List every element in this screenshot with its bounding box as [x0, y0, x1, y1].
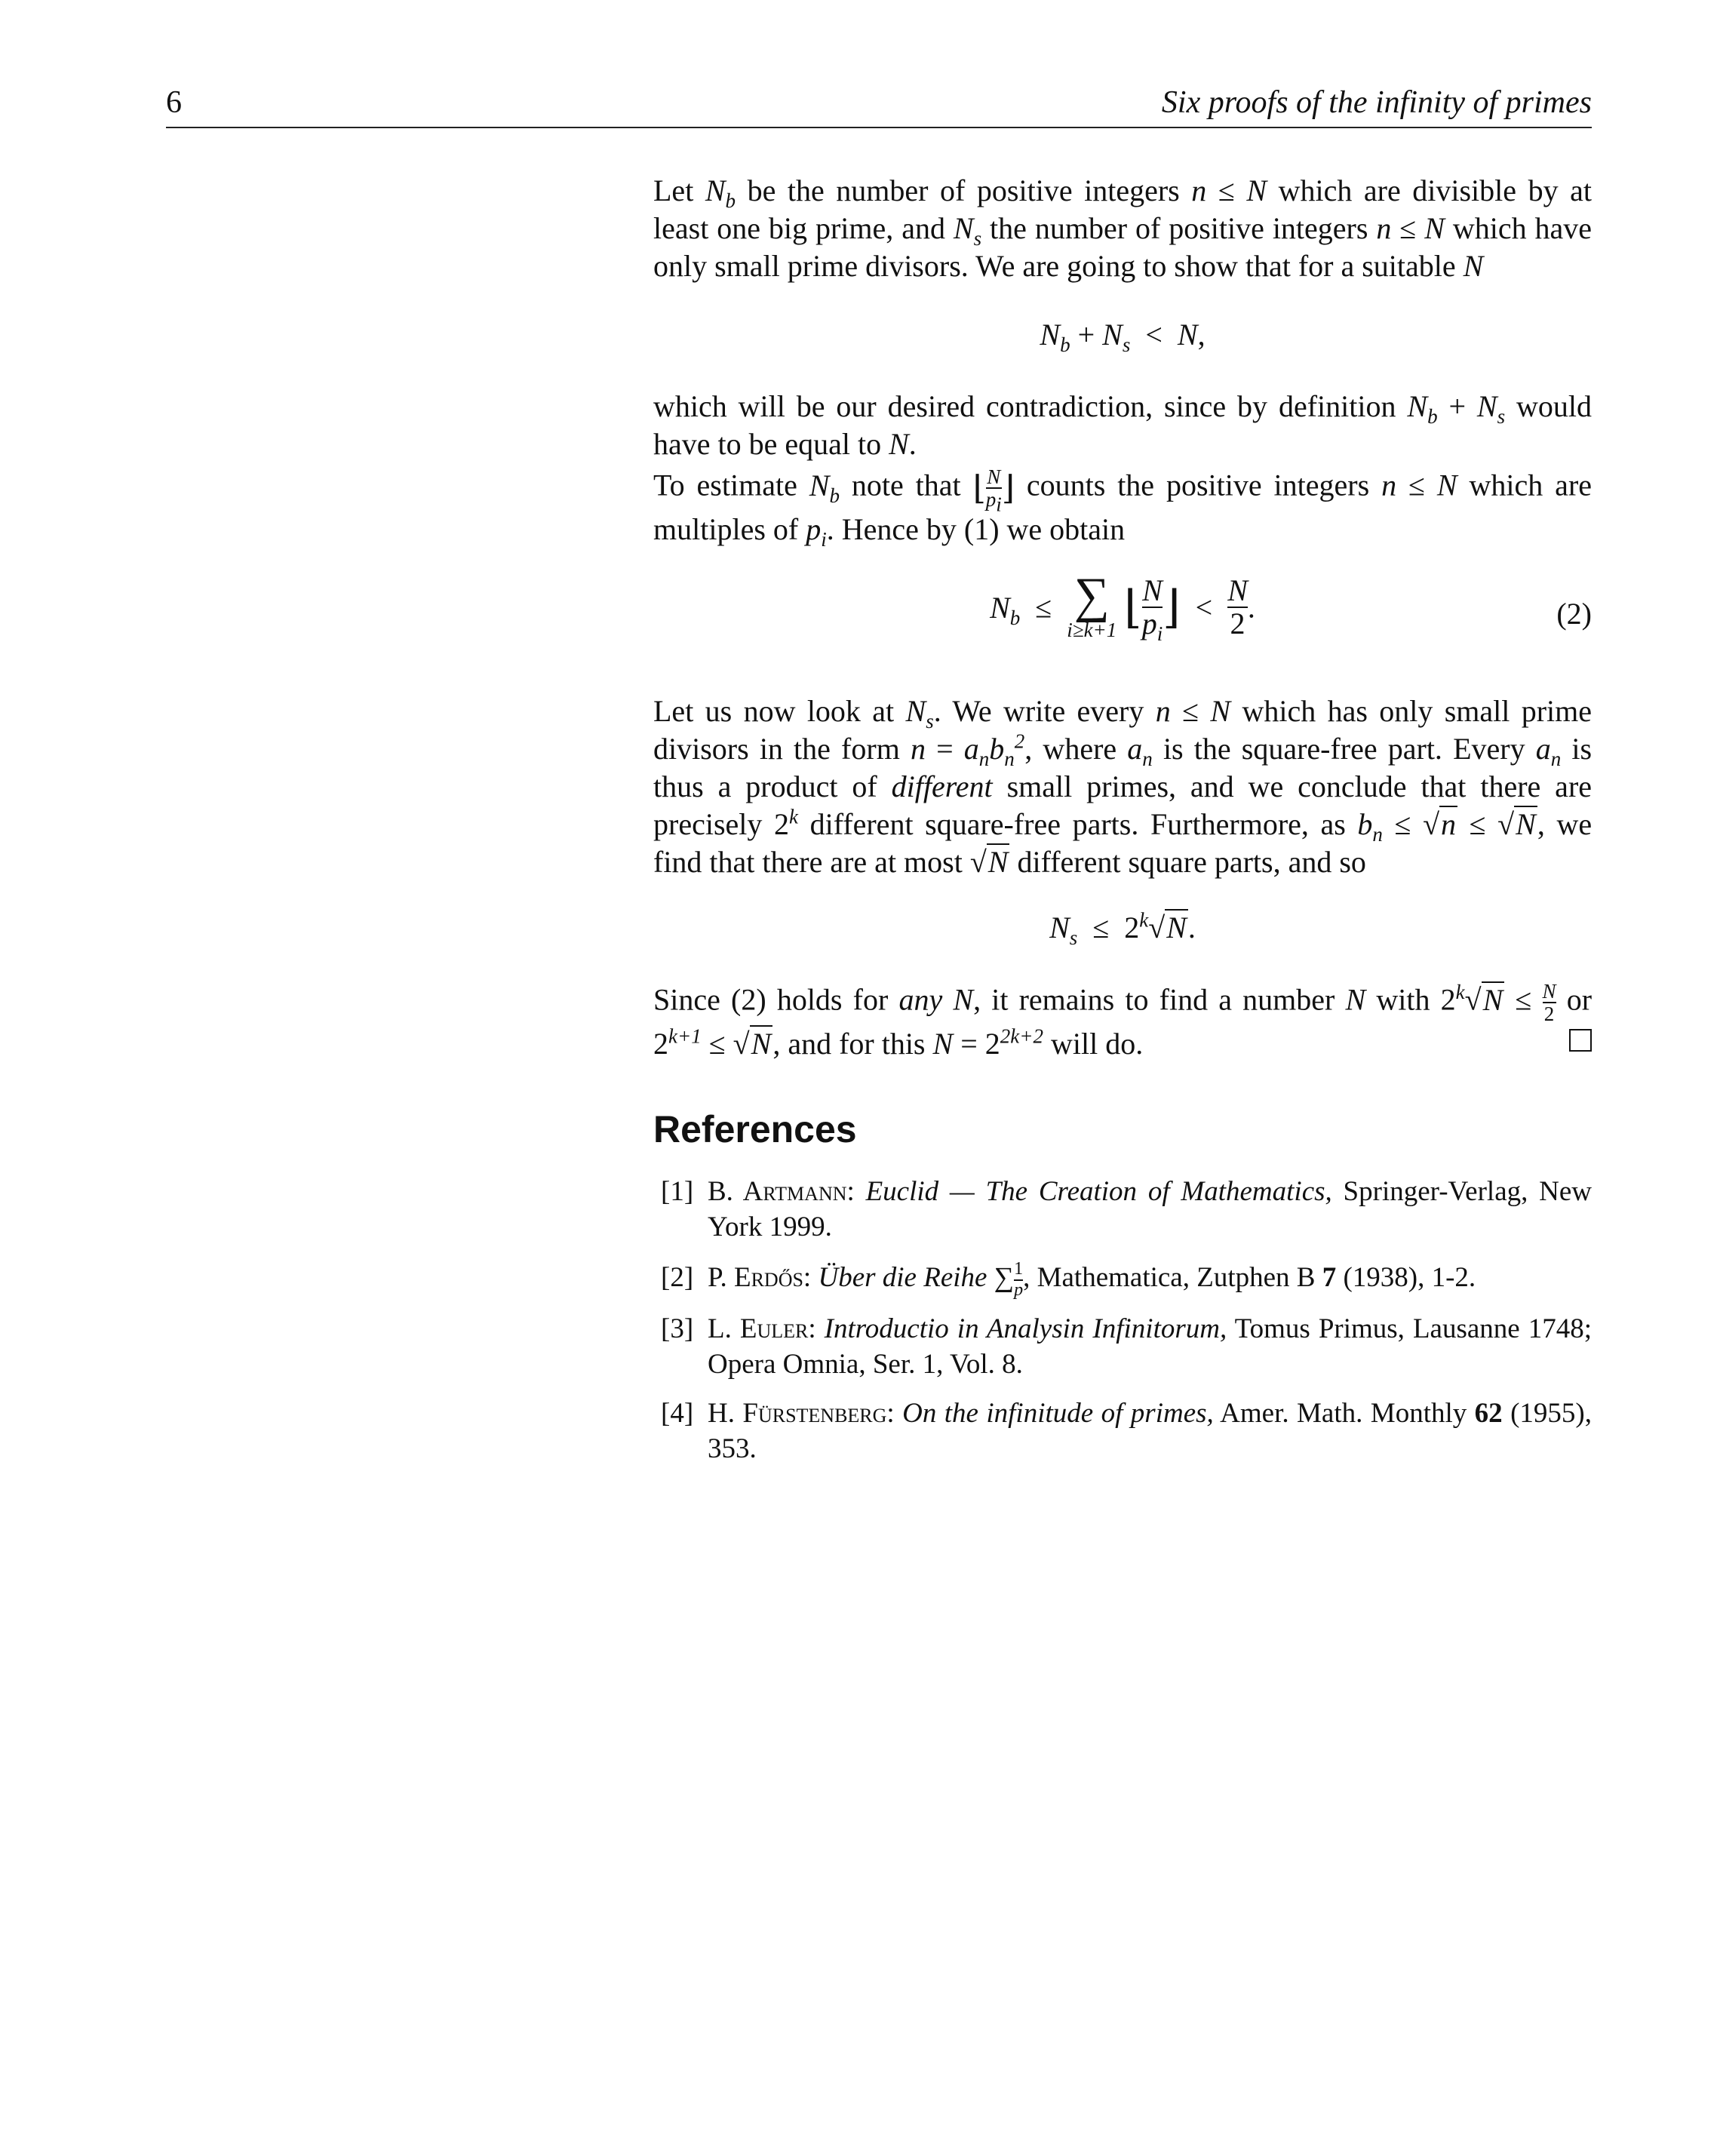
page-header [166, 84, 1592, 127]
equation-nb-plus-ns: $N_b + N_s < N$, [1040, 318, 1206, 356]
paragraph-2: which will be our desired contradiction, since by definition $N_b + N_s$ would have to be equal to N. To estimate $N_b$ note that ⌊ $\frac{N}{p_i}$ ⌋ counts the positive integers n ≤ N which are multiples of $p_i$. Hence by (1) we obtain [653, 389, 1593, 551]
running-title: Six proofs of the infinity of primes [1161, 85, 1592, 120]
qed-square-icon [1569, 1029, 1592, 1052]
header-rule [166, 127, 1592, 128]
paragraph-4: Let us now look at $N_s$. We write every n ≤ N which has only small prime divisors in the form $n = a_nb_n^2$, where $a_n$ is the square-free part. Every $a_n$ is thus a product of different small primes, and we conclude that there are precisely 2$^k$ different square-free parts. Furthermore, as $b_n \le √n \le √N$, we find that there are at most √N different square parts, and so [653, 694, 1593, 879]
equation-label: (2) [1556, 597, 1592, 631]
page-number: 6 [166, 85, 182, 120]
paragraph-1: Let $N_b$ be the number of positive integers n ≤ N which are divisible by at least one big prime, and $N_s$ the number of positive integers n ≤ N which have only small prime divisors. We are going to show that for a suitable N [653, 174, 1593, 283]
references-heading: References [653, 1108, 857, 1150]
reference-2: [2] P. Erdős: Über die Reihe ∑ $\frac{1}{p}$ , Mathematica, Zutphen B 7 (1938), 1-2. [661, 1259, 1476, 1300]
equation-2: $N_b$ ≤ ∑ i≥k+1 ⌊ $\frac{N}{p_i}$ ⌋ < $\frac{N}{2}$ . (2) [990, 568, 1592, 645]
paragraph-5: Since (2) holds for any N, it remains to find a number N with $2^k√N$ ≤ $\frac{N}{2}$ or $2^{k+1} \le √N$, and for this $N = 2^{2k+2}$ will do. [653, 980, 1593, 1061]
reference-3: [3] L. Euler: Introductio in Analysin Infinitorum, Tomus Primus, Lausanne 1748; Opera Omnia, Ser. 1, Vol. 8. [661, 1313, 1593, 1380]
reference-4: [4] H. Fürstenberg: On the infinitude of primes, Amer. Math. Monthly 62 (1955), 353. [661, 1398, 1592, 1464]
reference-1: [1] B. Artmann: Euclid — The Creation of Mathematics, Springer-Verlag, New York 1999. [661, 1176, 1593, 1242]
equation-ns-bound: $N_s \le 2^k√N$. [1049, 908, 1196, 949]
